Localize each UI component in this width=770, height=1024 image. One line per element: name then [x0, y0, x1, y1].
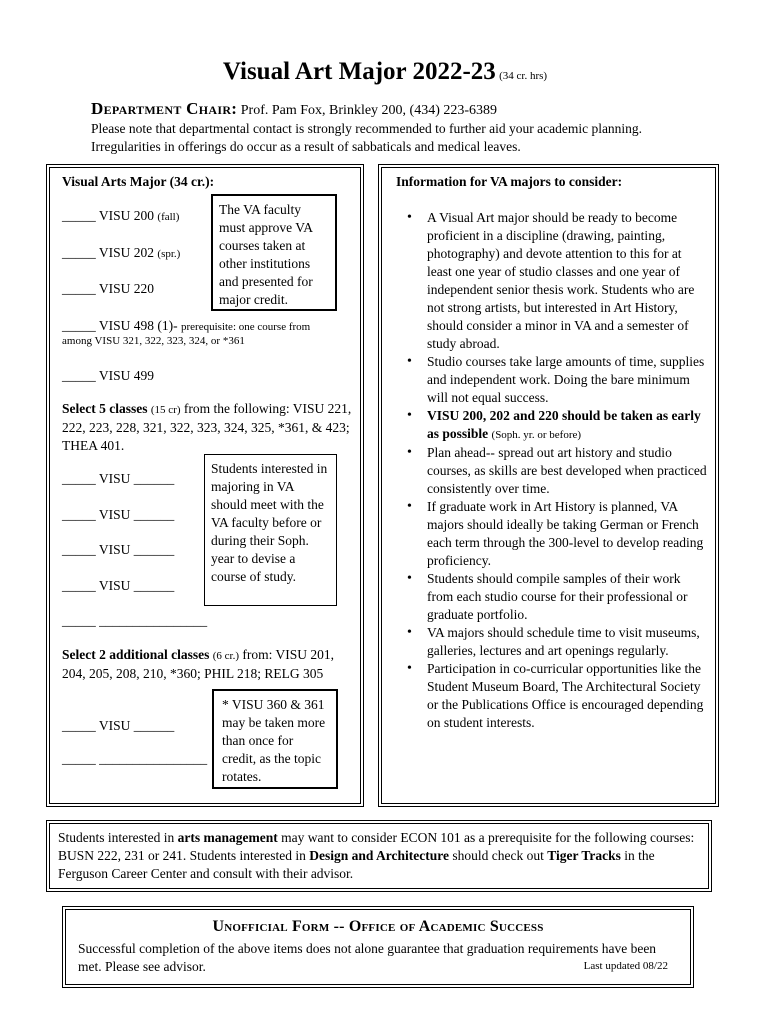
list-item: • Participation in co-curricular opportunities like the Student Museum Board, The Architectural Society or the Publications Office is encouraged depending on student interests. — [382, 660, 709, 732]
req-visu498 — [62, 318, 310, 334]
contact-note: Please note that departmental contact is strongly recommended to further aid your academic planning. Irregularities in offerings do occur as a result of sabbaticals and medical leaves. — [91, 121, 643, 154]
arts-management-text: Students interested in arts management may want to consider ECON 101 as a prerequisite for the following courses: BUSN 222, 231 or 241. Students interested in Design and Architecture should check out Tiger Tracks in the Ferguson Career Center and consult with their advisor. — [58, 830, 695, 881]
select2-list: VISU 201, 204, 205, 208, 210, *360; PHIL 218; RELG 305 — [62, 647, 335, 681]
select5-rest: from the following: — [183, 401, 290, 416]
course: VISU 498 (1)- — [98, 318, 178, 333]
course: VISU 499 — [98, 368, 155, 383]
course: VISU 202 — [98, 245, 155, 260]
chair-info: Prof. Pam Fox, Brinkley 200, (434) 223-6389 — [240, 103, 498, 118]
req-visu202 — [62, 245, 180, 261]
faculty-approval-note: The VA faculty must approve VA courses taken at other institutions and presented for major credit. — [211, 194, 337, 311]
select5-slot: _____ VISU ______ — [62, 542, 175, 557]
blank: _____ — [62, 281, 96, 296]
list-item: • Students should compile samples of their work from each studio course for their professional or graduate portfolio. — [382, 570, 709, 624]
select-5-section — [62, 400, 352, 455]
sophomore-advising-note: Students interested in majoring in VA should meet with the VA faculty before or during their Soph. year to devise a course of study. — [204, 454, 337, 606]
select5-slot: _____ VISU ______ — [62, 578, 175, 593]
select2-rest: from: — [242, 647, 273, 662]
list-item: • If graduate work in Art History is planned, VA majors should ideally be taking German or French each term through the 300-level to develop reading proficiency. — [382, 498, 709, 570]
course: VISU 220 — [98, 281, 155, 296]
arts-management-box — [46, 820, 712, 892]
course-term: (spr.) — [157, 248, 181, 260]
unofficial-form-footer — [62, 906, 694, 988]
footer-text: Successful completion of the above items does not alone guarantee that graduation requirements have been met. Please see advisor. — [78, 941, 657, 974]
page-title — [0, 58, 770, 86]
req-visu200 — [62, 208, 179, 224]
blank: _____ — [62, 208, 96, 223]
department-chair — [91, 99, 497, 119]
req-visu499 — [62, 368, 154, 384]
list-item: • Studio courses take large amounts of time, supplies and independent work. Doing the bare minimum will not equal success. — [382, 353, 709, 407]
list-item — [382, 407, 709, 444]
select-2-section — [62, 646, 352, 683]
select5-heading: Select 5 classes — [62, 401, 148, 416]
select5-slot: _____ ________________ — [62, 613, 208, 628]
requirements-heading: Visual Arts Major (34 cr.): — [62, 174, 215, 189]
select2-slot: _____ VISU ______ — [62, 718, 175, 733]
footer-title: Unofficial Form -- Office of Academic Success — [212, 918, 544, 935]
title-credits: (34 cr. hrs) — [499, 70, 548, 82]
blank: _____ — [62, 318, 96, 333]
select2-slot: _____ ________________ — [62, 751, 208, 766]
course-prereq-2: among VISU 321, 322, 323, 324, or *361 — [62, 335, 245, 347]
blank: _____ — [62, 368, 96, 383]
course: VISU 200 — [98, 208, 155, 223]
chair-label: Department Chair: — [91, 99, 238, 118]
requirements-box — [46, 164, 364, 807]
list-item: • A Visual Art major should be ready to become proficient in a discipline (drawing, painting, photography) and devote attention to this for at least one year of studio classes and one year of independent senior thesis work. Students who are not strong artists, but interested in Art History, should consider a minor in VA and a semester of study abroad. — [382, 209, 709, 353]
course-term: (fall) — [157, 211, 180, 223]
select5-list: VISU 221, 222, 223, 228, 321, 322, 323, 324, 325, *361, & 423; THEA 401. — [62, 401, 352, 453]
visu360-note: * VISU 360 & 361 may be taken more than once for credit, as the topic rotates. — [212, 689, 338, 789]
information-heading: Information for VA majors to consider: — [396, 174, 623, 189]
select2-heading: Select 2 additional classes — [62, 647, 210, 662]
list-item: • Plan ahead-- spread out art history and studio courses, as skills are best developed when practiced consistently over time. — [382, 444, 709, 498]
list-item: • VA majors should schedule time to visit museums, galleries, lectures and art openings regularly. — [382, 624, 709, 660]
title-text: Visual Art Major 2022-23 — [222, 58, 496, 85]
information-box — [378, 164, 719, 807]
blank: _____ — [62, 245, 96, 260]
information-list — [382, 209, 709, 732]
bold-text: VISU 200, 202 and 220 should be taken as early as possible — [427, 408, 701, 441]
select5-slot: _____ VISU ______ — [62, 471, 175, 486]
select5-credits: (15 cr) — [150, 404, 181, 416]
note-text: (Soph. yr. or before) — [491, 429, 582, 441]
last-updated: Last updated 08/22 — [583, 960, 668, 972]
req-visu220 — [62, 281, 154, 297]
select5-slot: _____ VISU ______ — [62, 507, 175, 522]
course-prereq: prerequisite: one course from — [181, 321, 311, 333]
select2-credits: (6 cr.) — [212, 650, 240, 662]
